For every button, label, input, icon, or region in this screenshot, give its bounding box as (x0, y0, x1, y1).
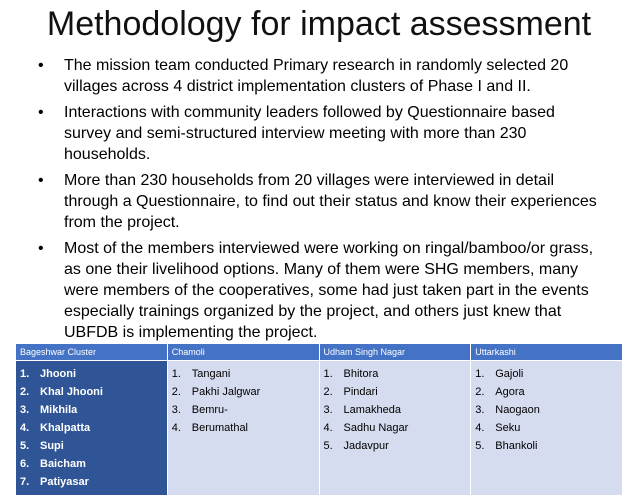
village-list (20, 365, 163, 491)
village-list (475, 365, 618, 455)
village-name: Pindari (343, 386, 378, 398)
village-name: Sadhu Nagar (343, 422, 409, 434)
bullet-text: More than 230 households from 20 villages were interviewed in detail through a Questionnaire, to find out their status and know their experiences from the project. (64, 172, 597, 231)
list-item (475, 365, 618, 383)
list-item (20, 455, 163, 473)
village-list (324, 365, 467, 455)
list-item (20, 419, 163, 437)
list-item (324, 419, 467, 437)
list-item (172, 365, 315, 383)
item-number: 2. (20, 386, 30, 398)
list-item (324, 365, 467, 383)
item-number: 2. (171, 386, 181, 398)
village-name: Tangani (191, 368, 231, 380)
item-number: 1. (171, 368, 181, 380)
item-number: 3. (323, 404, 333, 416)
list-item (324, 401, 467, 419)
bullet-marker: • (38, 104, 44, 121)
bullet-text: The mission team conducted Primary research in randomly selected 20 villages across 4 district implementation clusters of Phase I and II. (64, 57, 569, 95)
village-name: Naogaon (495, 404, 540, 416)
item-number: 5. (323, 440, 333, 452)
header-uttarkashi: Uttarkashi (471, 344, 623, 361)
village-name: Jadavpur (343, 440, 389, 452)
village-name: Patiyasar (40, 476, 89, 488)
list-item (20, 365, 163, 383)
header-chamoli: Chamoli (167, 344, 319, 361)
item-number: 3. (20, 404, 30, 416)
header-bageshwar: Bageshwar Cluster (16, 344, 168, 361)
item-number: 5. (20, 440, 30, 452)
bullet-text: Interactions with community leaders followed by Questionnaire based survey and semi-structured interview meeting with more than 230 households. (64, 104, 555, 163)
list-item (475, 401, 618, 419)
table-row (16, 361, 623, 496)
item-number: 3. (171, 404, 181, 416)
list-item (172, 419, 315, 437)
village-name: Pakhi Jalgwar (191, 386, 261, 398)
item-number: 4. (475, 422, 485, 434)
item-number: 1. (323, 368, 333, 380)
item-number: 4. (20, 422, 30, 434)
item-number: 7. (20, 476, 30, 488)
village-name: Supi (40, 440, 64, 452)
list-item (475, 419, 618, 437)
item-number: 5. (475, 440, 485, 452)
bullet-item (38, 170, 598, 233)
village-name: Berumathal (191, 422, 249, 434)
village-name: Bhankoli (495, 440, 538, 452)
slide-title: Methodology for impact assessment (46, 5, 592, 43)
village-name: Jhooni (40, 368, 77, 380)
village-name: Lamakheda (343, 404, 401, 416)
item-number: 2. (323, 386, 333, 398)
list-item (20, 401, 163, 419)
village-name: Gajoli (495, 368, 524, 380)
item-number: 1. (475, 368, 485, 380)
village-name: Bemru- (191, 404, 228, 416)
village-name: Bhitora (343, 368, 379, 380)
village-name: Khal Jhooni (40, 386, 103, 398)
table-header-row (16, 344, 623, 361)
list-item (324, 437, 467, 455)
bullet-item (38, 102, 598, 165)
bullet-marker: • (38, 240, 44, 257)
village-name: Agora (495, 386, 525, 398)
village-list (172, 365, 315, 437)
bullet-text: Most of the members interviewed were working on ringal/bamboo/or grass, as one their livelihood options. Many of them were SHG members, many were members of the cooperatives, some had just taken part in the events especially trainings organized by the project, and others just knew that UBFDB is implementing the project. (64, 240, 594, 341)
item-number: 6. (20, 458, 30, 470)
bullet-item (38, 55, 598, 97)
item-number: 4. (171, 422, 181, 434)
list-item (172, 383, 315, 401)
village-name: Mikhila (40, 404, 78, 416)
list-item (475, 437, 618, 455)
cluster-table (15, 343, 623, 496)
uttarkashi-villages-cell (471, 361, 623, 496)
list-item (172, 401, 315, 419)
list-item (475, 383, 618, 401)
item-number: 2. (475, 386, 485, 398)
bullet-marker: • (38, 57, 44, 74)
item-number: 1. (20, 368, 30, 380)
item-number: 3. (475, 404, 485, 416)
bullet-item (38, 238, 598, 343)
header-udham-singh-nagar: Udham Singh Nagar (319, 344, 471, 361)
village-name: Seku (495, 422, 521, 434)
list-item (20, 437, 163, 455)
list-item (20, 383, 163, 401)
list-item (324, 383, 467, 401)
item-number: 4. (323, 422, 333, 434)
bullet-list (38, 55, 598, 348)
bageshwar-villages-cell (16, 361, 168, 496)
chamoli-villages-cell (167, 361, 319, 496)
village-name: Khalpatta (40, 422, 91, 434)
list-item (20, 473, 163, 491)
village-name: Baicham (40, 458, 86, 470)
udham-singh-nagar-villages-cell (319, 361, 471, 496)
bullet-marker: • (38, 172, 44, 189)
